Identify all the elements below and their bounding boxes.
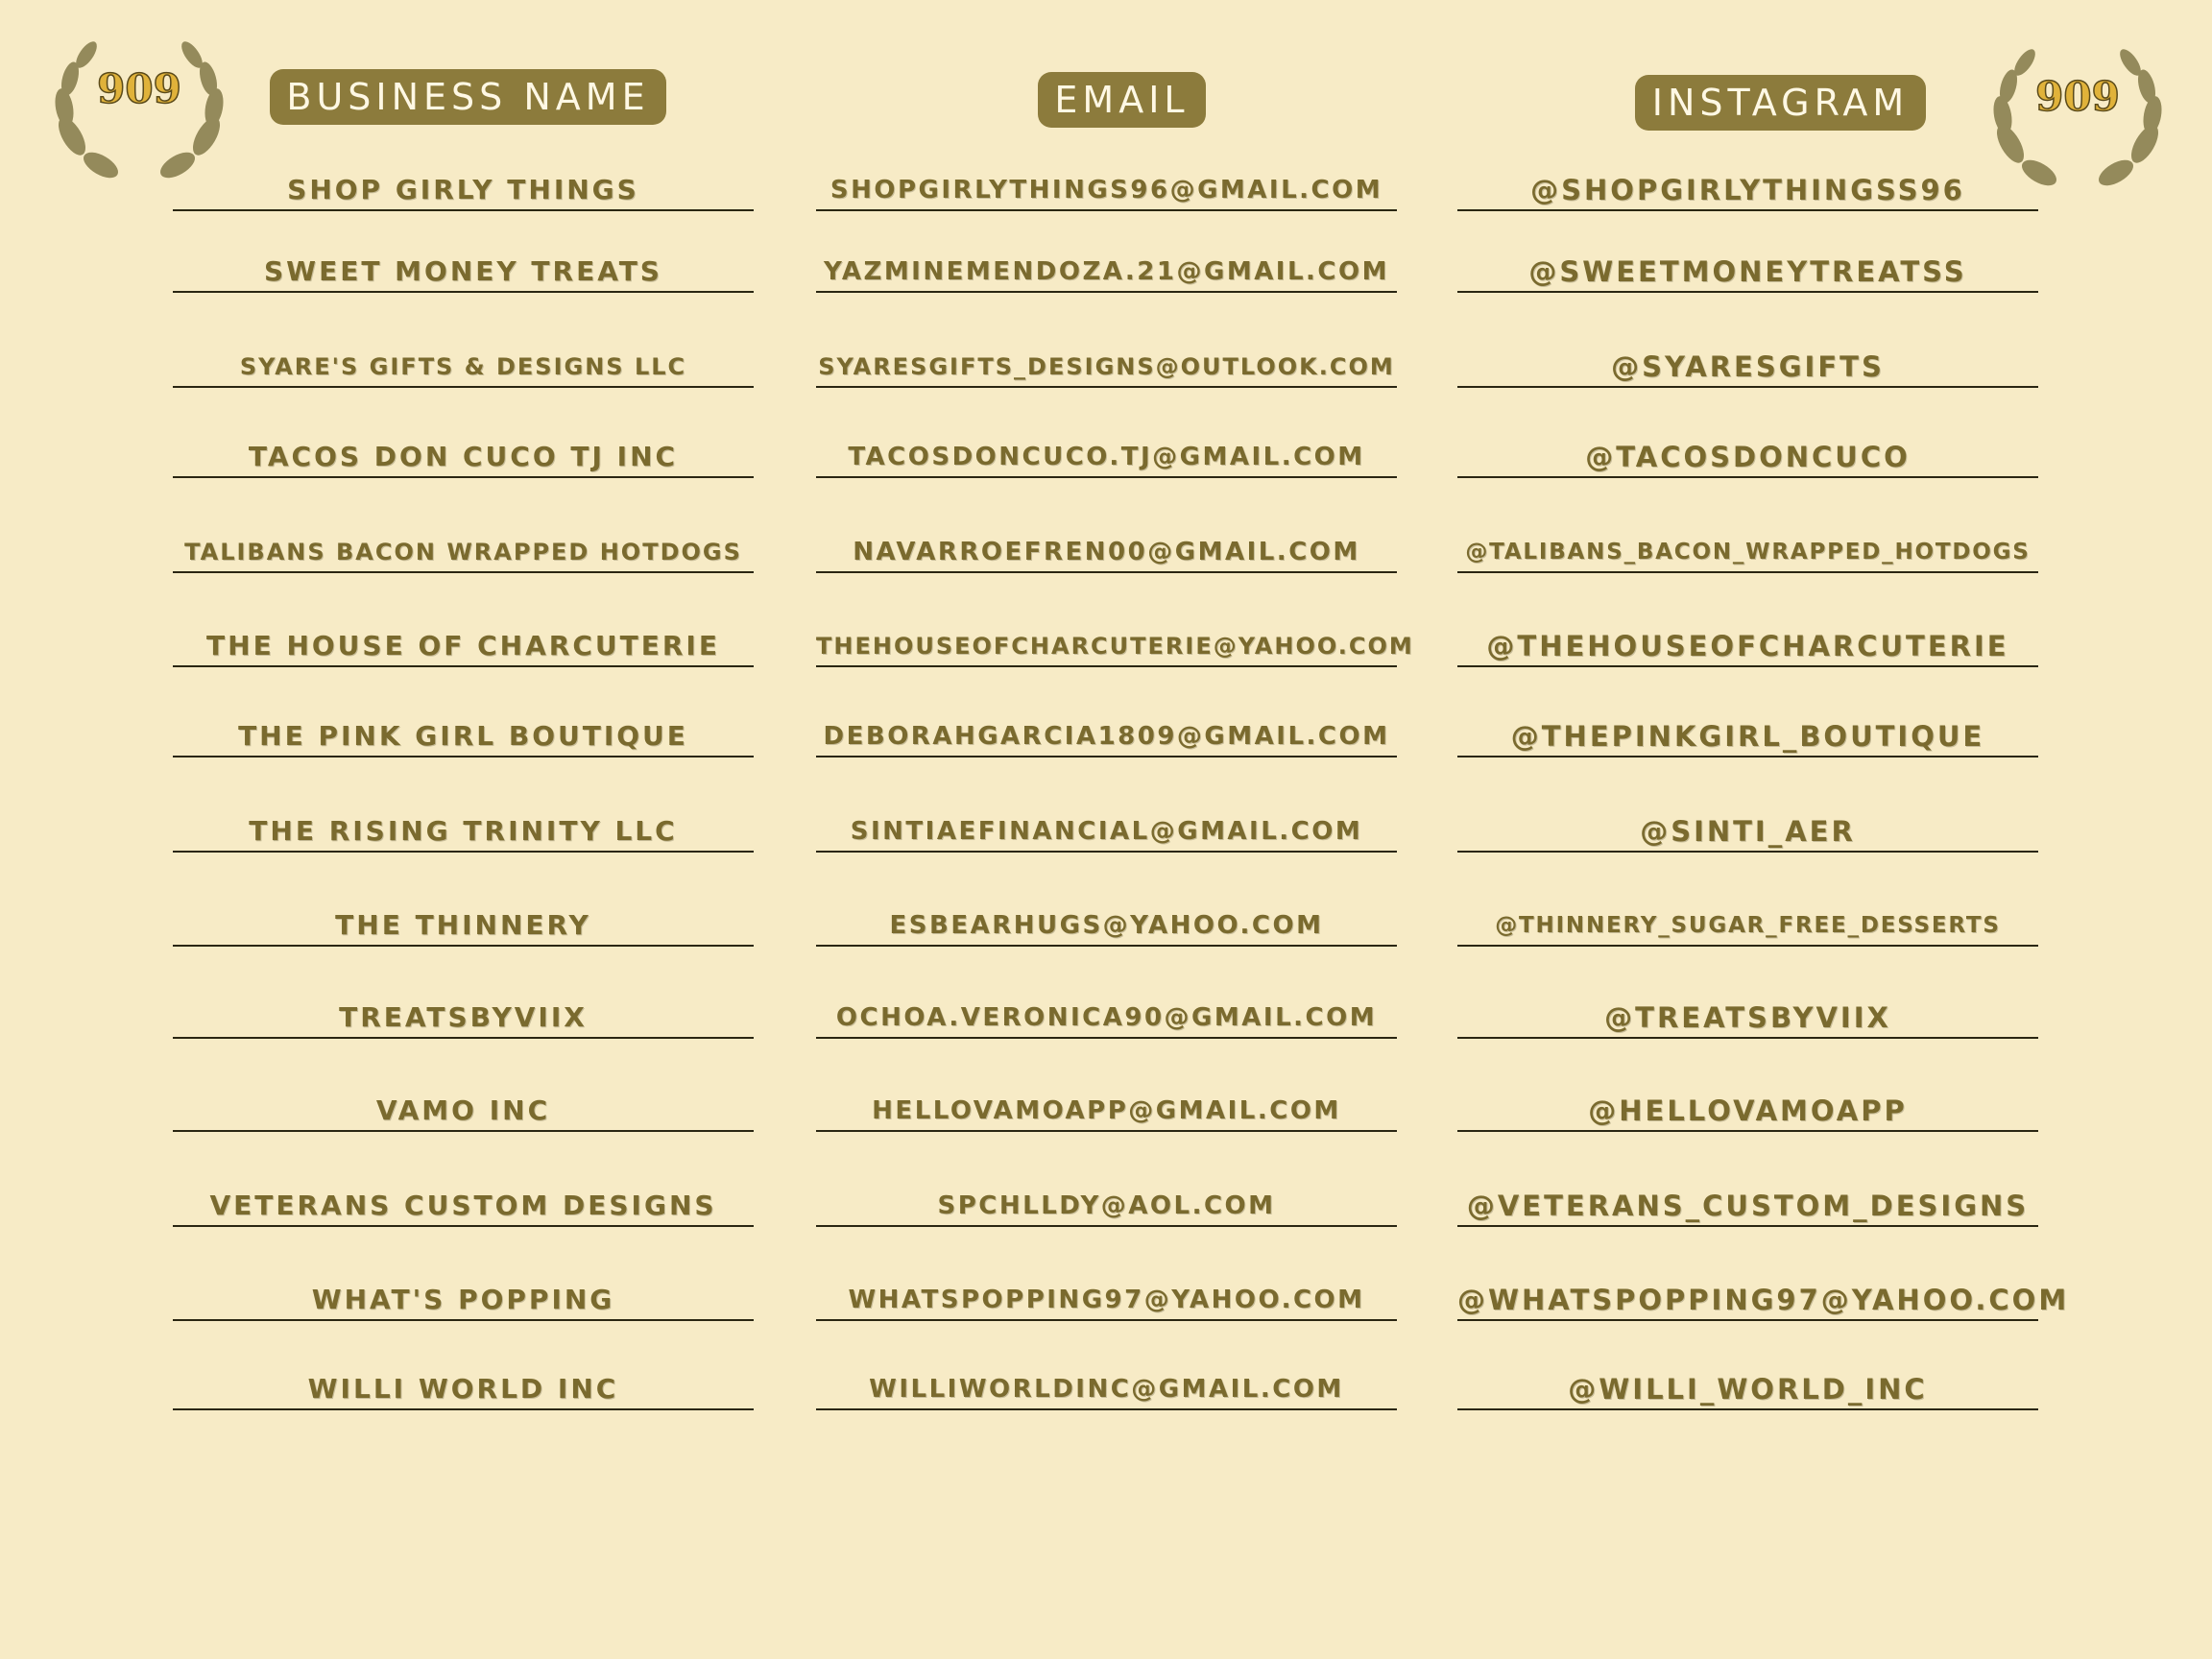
instagram-handle-cell [1457,348,2038,388]
instagram-handle-cell [1457,533,2038,573]
business-name-cell [173,533,754,573]
instagram-handle-cell-text: @WILLI_WORLD_INC [1568,1373,1928,1406]
business-name-cell [173,717,754,757]
email-cell [816,171,1397,211]
laurel-wreath-icon [43,31,235,194]
business-name-cell [173,1092,754,1132]
business-name-cell-text: VAMO INC [375,1094,551,1126]
business-name-cell [173,252,754,293]
email-cell [816,1092,1397,1132]
business-name-cell-text: TALIBANS BACON WRAPPED HOTDOGS [184,539,742,565]
instagram-handle-cell [1457,812,2038,853]
business-name-cell-text: SHOP GIRLY THINGS [287,174,639,205]
instagram-handle-cell-text: @THEHOUSEOFCHARCUTERIE [1486,630,2009,662]
email-cell [816,252,1397,293]
instagram-handle-cell-text: @SHOPGIRLYTHINGSS96 [1530,174,1965,206]
business-name-cell [173,348,754,388]
emblem-number: 909 [97,65,181,112]
instagram-handle-cell [1457,252,2038,293]
email-cell-text: SYARESGIFTS_DESIGNS@OUTLOOK.COM [818,353,1395,380]
business-name-cell [173,438,754,478]
instagram-handle-cell [1457,998,2038,1039]
email-cell-text: WHATSPOPPING97@YAHOO.COM [848,1286,1365,1314]
instagram-handle-cell [1457,1281,2070,1321]
email-cell [816,998,1397,1039]
instagram-handle-cell-text: @SYARESGIFTS [1611,350,1885,383]
email-cell-text: WILLIWORLDINC@GMAIL.COM [869,1375,1344,1404]
instagram-handle-cell-text: @VETERANS_CUSTOM_DESIGNS [1466,1190,2030,1222]
email-cell-text: HELLOVAMOAPP@GMAIL.COM [872,1096,1341,1125]
email-cell-text: YAZMINEMENDOZA.21@GMAIL.COM [824,257,1389,286]
emblem-number: 909 [2035,73,2120,120]
instagram-handle-cell [1457,438,2038,478]
email-cell [816,717,1397,757]
instagram-handle-cell-text: @TACOSDONCUCO [1585,441,1911,473]
email-header: EMAIL [1038,72,1206,128]
instagram-handle-cell-text: @SWEETMONEYTREATSS [1528,255,1967,288]
instagram-handle-cell [1457,906,2038,947]
email-cell-text: ESBEARHUGS@YAHOO.COM [889,911,1324,940]
instagram-handle-cell-text: @SINTI_AER [1640,815,1856,848]
email-cell [816,533,1397,573]
business-name-cell [173,1281,754,1321]
business-name-cell-text: TREATSBYVIIX [339,1001,588,1033]
email-cell-text: SINTIAEFINANCIAL@GMAIL.COM [850,817,1363,846]
business-name-header: BUSINESS NAME [270,69,666,125]
email-cell-text: DEBORAHGARCIA1809@GMAIL.COM [823,722,1390,751]
email-cell-text: SPCHLLDY@AOL.COM [937,1191,1276,1220]
email-cell [816,1281,1397,1321]
instagram-handle-cell-text: @THINNERY_SUGAR_FREE_DESSERTS [1495,913,2001,938]
email-cell-text: THEHOUSEOFCHARCUTERIE@YAHOO.COM [816,633,1414,660]
business-name-cell-text: WILLI WORLD INC [307,1373,619,1405]
email-cell-text: TACOSDONCUCO.TJ@GMAIL.COM [848,443,1365,471]
instagram-handle-cell [1457,627,2038,667]
email-cell [816,438,1397,478]
email-cell-text: NAVARROEFREN00@GMAIL.COM [853,538,1360,566]
instagram-handle-cell-text: @TALIBANS_BACON_WRAPPED_HOTDOGS [1465,540,2031,565]
business-name-cell-text: THE THINNERY [335,909,591,941]
business-name-cell [173,906,754,947]
business-name-cell [173,1187,754,1227]
instagram-handle-cell [1457,1187,2038,1227]
email-cell [816,1370,1397,1410]
email-cell [816,348,1397,388]
instagram-handle-cell [1457,1092,2038,1132]
instagram-handle-cell [1457,171,2038,211]
business-name-cell [173,812,754,853]
business-name-cell [173,627,754,667]
instagram-handle-cell-text: @HELLOVAMOAPP [1588,1094,1908,1127]
email-cell-text: SHOPGIRLYTHINGS96@GMAIL.COM [830,176,1383,204]
business-name-cell [173,998,754,1039]
business-name-cell-text: SWEET MONEY TREATS [264,255,662,287]
email-cell [816,1187,1397,1227]
instagram-handle-cell-text: @WHATSPOPPING97@YAHOO.COM [1457,1284,2070,1316]
business-name-cell [173,171,754,211]
business-name-cell-text: THE RISING TRINITY LLC [249,815,678,847]
business-name-cell-text: THE PINK GIRL BOUTIQUE [238,720,688,752]
instagram-handle-cell-text: @TREATSBYVIIX [1604,1001,1891,1034]
email-cell [816,906,1397,947]
instagram-header: INSTAGRAM [1635,75,1926,131]
business-name-cell-text: TACOS DON CUCO TJ INC [248,441,679,472]
email-cell [816,812,1397,853]
instagram-handle-cell-text: @THEPINKGIRL_BOUTIQUE [1510,720,1985,753]
instagram-handle-cell [1457,1370,2038,1410]
email-cell [816,627,1414,667]
instagram-handle-cell [1457,717,2038,757]
business-name-cell-text: VETERANS CUSTOM DESIGNS [209,1190,717,1221]
business-name-cell-text: THE HOUSE OF CHARCUTERIE [206,630,720,661]
business-name-cell-text: SYARE'S GIFTS & DESIGNS LLC [239,353,687,380]
business-name-cell [173,1370,754,1410]
email-cell-text: OCHOA.VERONICA90@GMAIL.COM [835,1003,1378,1032]
business-name-cell-text: WHAT'S POPPING [311,1284,615,1315]
